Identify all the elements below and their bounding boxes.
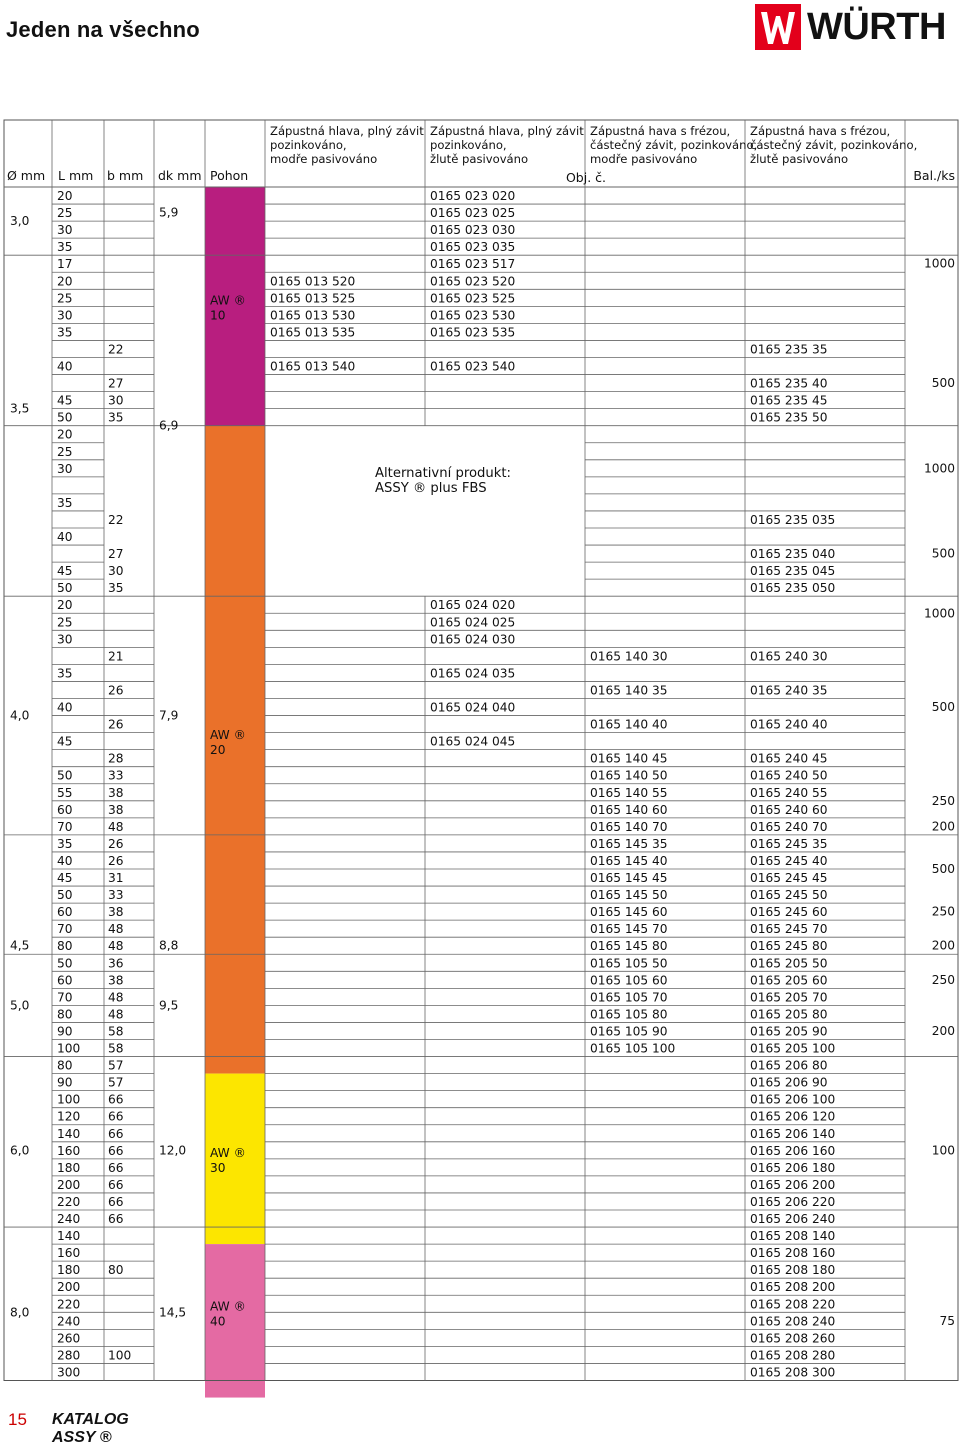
- cell-length: 240: [57, 1314, 81, 1329]
- order-number-c4: 0165 208 260: [750, 1331, 836, 1346]
- cell-length: 30: [57, 632, 73, 647]
- cell-thread: 66: [108, 1212, 124, 1226]
- cell-thread: 30: [108, 393, 124, 408]
- order-number-c4: 0165 206 120: [750, 1109, 836, 1124]
- cell-thread: 48: [108, 939, 124, 954]
- cell-length: 100: [57, 1041, 81, 1056]
- note-area: [265, 426, 585, 597]
- cell-thread: 31: [108, 871, 124, 885]
- drive-size: 20: [210, 743, 226, 758]
- col-header-col4: žlutě pasivováno: [750, 152, 849, 166]
- cell-length: 35: [57, 836, 73, 851]
- cell-thread: 26: [108, 717, 124, 732]
- cell-head-diameter: 14,5: [159, 1305, 187, 1320]
- cell-length: 140: [57, 1126, 81, 1141]
- cell-thread: 27: [108, 376, 124, 391]
- col-header-obj: Obj. č.: [565, 170, 606, 185]
- cell-pack-size: 500: [931, 376, 955, 391]
- cell-thread: 66: [108, 1194, 124, 1209]
- order-number-c4: 0165 240 50: [750, 768, 828, 783]
- order-number-c3: 0165 145 70: [590, 922, 668, 937]
- cell-length: 260: [57, 1331, 81, 1346]
- cell-length: 40: [57, 853, 73, 868]
- order-number-c3: 0165 145 80: [590, 939, 668, 954]
- order-number-c4: 0165 205 80: [750, 1007, 828, 1022]
- cell-length: 80: [57, 1007, 73, 1022]
- cell-pack-size: 200: [931, 938, 955, 953]
- cell-length: 30: [57, 223, 73, 238]
- cell-length: 55: [57, 785, 73, 800]
- order-number-c3: 0165 145 35: [590, 836, 668, 851]
- order-number-c4: 0165 245 35: [750, 836, 828, 851]
- cell-length: 20: [57, 189, 73, 203]
- cell-thread: 36: [108, 956, 124, 971]
- order-number-c4: 0165 206 90: [750, 1075, 828, 1090]
- order-number-c4: 0165 206 220: [750, 1194, 836, 1209]
- order-number-c3: 0165 140 35: [590, 683, 668, 698]
- order-number-c3: 0165 140 70: [590, 819, 668, 834]
- cell-thread: 80: [108, 1263, 124, 1278]
- cell-length: 35: [57, 666, 73, 681]
- cell-thread: 22: [108, 342, 124, 357]
- order-number-c4: 0165 235 035: [750, 512, 836, 527]
- cell-length: 60: [57, 973, 73, 988]
- col-header-col2: žlutě pasivováno: [430, 152, 529, 166]
- order-number-c3: 0165 105 50: [590, 956, 668, 971]
- order-number-c4: 0165 245 70: [750, 922, 828, 937]
- order-number-c4: 0165 206 80: [750, 1058, 828, 1073]
- cell-thread: 35: [108, 410, 124, 425]
- order-number-c3: 0165 140 30: [590, 649, 668, 664]
- order-number-c3: 0165 140 45: [590, 751, 668, 766]
- cell-thread: 66: [108, 1143, 124, 1158]
- cell-length: 220: [57, 1297, 81, 1312]
- order-number-c3: 0165 145 60: [590, 905, 668, 920]
- cell-pack-size: 250: [931, 793, 955, 808]
- cell-thread: 26: [108, 836, 124, 851]
- cell-pack-size: 500: [931, 546, 955, 561]
- col-header-col2: Zápustná hlava, plný závit: [430, 124, 584, 138]
- cell-thread: 58: [108, 1024, 124, 1039]
- col-header-d: Ø mm: [7, 168, 46, 183]
- order-number-c4: 0165 208 280: [750, 1348, 836, 1363]
- cell-length: 20: [57, 598, 73, 613]
- col-header-pohon: Pohon: [210, 168, 249, 183]
- cell-pack-size: 500: [931, 700, 955, 715]
- cell-head-diameter: 12,0: [159, 1143, 187, 1158]
- order-number-c4: 0165 206 160: [750, 1143, 836, 1158]
- cell-length: 40: [57, 530, 73, 544]
- alternative-product-note: ASSY ® plus FBS: [375, 481, 487, 497]
- order-number-c4: 0165 240 30: [750, 649, 828, 664]
- order-number-c2: 0165 023 540: [430, 359, 516, 374]
- order-number-c4: 0165 206 240: [750, 1212, 836, 1226]
- order-number-c4: 0165 208 140: [750, 1229, 836, 1244]
- cell-head-diameter: 5,9: [159, 205, 179, 220]
- order-number-c3: 0165 105 80: [590, 1007, 668, 1022]
- order-number-c2: 0165 023 520: [430, 274, 516, 289]
- order-number-c4: 0165 235 050: [750, 581, 836, 596]
- order-number-c3: 0165 145 50: [590, 888, 668, 903]
- order-number-c4: 0165 240 60: [750, 802, 828, 817]
- order-number-c4: 0165 245 60: [750, 905, 828, 920]
- cell-thread: 66: [108, 1092, 124, 1107]
- order-number-c2: 0165 023 535: [430, 325, 516, 340]
- order-number-c3: 0165 140 55: [590, 785, 668, 800]
- order-number-c3: 0165 140 60: [590, 802, 668, 817]
- order-number-c4: 0165 245 80: [750, 939, 828, 954]
- order-number-c2: 0165 024 035: [430, 666, 516, 681]
- cell-diameter: 3,5: [10, 401, 30, 416]
- cell-length: 30: [57, 461, 73, 476]
- cell-thread: 58: [108, 1041, 124, 1056]
- order-number-c4: 0165 235 040: [750, 547, 836, 562]
- cell-length: 45: [57, 393, 73, 408]
- cell-length: 60: [57, 905, 73, 920]
- cell-length: 50: [57, 888, 73, 903]
- col-header-col1: modře pasivováno: [270, 152, 378, 166]
- cell-length: 50: [57, 581, 73, 596]
- col-header-bal: Bal./ks: [913, 168, 955, 183]
- order-number-c2: 0165 024 030: [430, 632, 516, 647]
- order-number-c2: 0165 023 025: [430, 206, 516, 221]
- order-number-c4: 0165 208 180: [750, 1263, 836, 1278]
- order-number-c4: 0165 245 40: [750, 853, 828, 868]
- cell-pack-size: 200: [931, 819, 955, 834]
- cell-length: 25: [57, 615, 73, 630]
- order-number-c4: 0165 206 200: [750, 1177, 836, 1192]
- cell-thread: 100: [108, 1348, 132, 1363]
- order-number-c2: 0165 024 025: [430, 615, 516, 630]
- catalog-name: KATALOG ASSY ®: [52, 1411, 129, 1446]
- order-number-c2: 0165 023 517: [430, 257, 516, 272]
- cell-head-diameter: 7,9: [159, 708, 179, 723]
- cell-length: 90: [57, 1024, 73, 1039]
- cell-length: 300: [57, 1365, 81, 1380]
- cell-length: 45: [57, 564, 73, 579]
- cell-pack-size: 1000: [923, 606, 955, 621]
- cell-diameter: 3,0: [10, 214, 30, 229]
- cell-thread: 35: [108, 581, 124, 596]
- cell-length: 180: [57, 1160, 81, 1175]
- cell-length: 140: [57, 1229, 81, 1244]
- col-header-col1: Zápustná hlava, plný závit: [270, 124, 424, 138]
- cell-pack-size: 200: [931, 1023, 955, 1038]
- col-header-col3: modře pasivováno: [590, 152, 698, 166]
- cell-thread: 22: [108, 512, 124, 527]
- drive-size: 10: [210, 308, 226, 323]
- cell-length: 220: [57, 1194, 81, 1209]
- cell-thread: 38: [108, 973, 124, 988]
- cell-length: 100: [57, 1092, 81, 1107]
- order-number-c4: 0165 205 60: [750, 973, 828, 988]
- order-number-c4: 0165 240 40: [750, 717, 828, 732]
- page-title: Jeden na všechno: [6, 17, 200, 42]
- cell-pack-size: 1000: [923, 256, 955, 271]
- order-number-c4: 0165 240 55: [750, 785, 828, 800]
- order-number-c4: 0165 205 100: [750, 1041, 836, 1056]
- order-number-c4: 0165 205 50: [750, 956, 828, 971]
- cell-length: 25: [57, 291, 73, 306]
- cell-length: 180: [57, 1263, 81, 1278]
- cell-thread: 21: [108, 649, 124, 664]
- order-number-c4: 0165 235 45: [750, 393, 828, 408]
- order-number-c2: 0165 023 530: [430, 308, 516, 323]
- cell-thread: 48: [108, 990, 124, 1005]
- cell-length: 60: [57, 802, 73, 817]
- cell-diameter: 4,0: [10, 708, 30, 723]
- cell-length: 200: [57, 1280, 81, 1295]
- cell-head-diameter: 8,8: [159, 938, 179, 953]
- col-header-col3: částečný závit, pozinkováno,: [590, 138, 758, 152]
- order-number-c4: 0165 206 140: [750, 1126, 836, 1141]
- drive-label: AW ®: [210, 728, 246, 743]
- cell-pack-size: 250: [931, 972, 955, 987]
- alternative-product-note: Alternativní produkt:: [375, 466, 512, 482]
- cell-length: 50: [57, 956, 73, 971]
- order-number-c1: 0165 013 535: [270, 325, 356, 340]
- cell-diameter: 4,5: [10, 938, 30, 953]
- col-header-col2: pozinkováno,: [430, 138, 507, 152]
- order-number-c4: 0165 235 50: [750, 410, 828, 425]
- order-number-c4: 0165 206 100: [750, 1092, 836, 1107]
- order-number-c4: 0165 208 220: [750, 1297, 836, 1312]
- cell-length: 20: [57, 274, 73, 289]
- cell-thread: 33: [108, 888, 124, 903]
- order-number-c4: 0165 208 200: [750, 1280, 836, 1295]
- cell-pack-size: 1000: [923, 461, 955, 476]
- cell-thread: 66: [108, 1126, 124, 1141]
- order-number-c3: 0165 140 40: [590, 717, 668, 732]
- cell-length: 70: [57, 922, 73, 937]
- order-number-c4: 0165 245 50: [750, 888, 828, 903]
- cell-thread: 28: [108, 751, 124, 766]
- order-number-c4: 0165 208 240: [750, 1314, 836, 1329]
- cell-thread: 27: [108, 547, 124, 562]
- order-number-c3: 0165 105 70: [590, 990, 668, 1005]
- cell-length: 240: [57, 1212, 81, 1226]
- order-number-c1: 0165 013 540: [270, 359, 356, 374]
- order-number-c4: 0165 240 35: [750, 683, 828, 698]
- cell-head-diameter: 6,9: [159, 418, 179, 433]
- cell-length: 40: [57, 700, 73, 715]
- cell-thread: 48: [108, 819, 124, 834]
- order-number-c3: 0165 105 100: [590, 1041, 676, 1056]
- cell-pack-size: 100: [931, 1143, 955, 1158]
- order-number-c4: 0165 206 180: [750, 1160, 836, 1175]
- order-number-c2: 0165 023 525: [430, 291, 516, 306]
- col-header-b: b mm: [107, 168, 144, 183]
- cell-thread: 57: [108, 1058, 124, 1073]
- order-number-c4: 0165 240 45: [750, 751, 828, 766]
- order-number-c4: 0165 240 70: [750, 819, 828, 834]
- cell-thread: 30: [108, 564, 124, 579]
- order-number-c2: 0165 024 020: [430, 598, 516, 613]
- order-number-c1: 0165 013 520: [270, 274, 356, 289]
- cell-pack-size: 75: [939, 1313, 955, 1328]
- cell-length: 90: [57, 1075, 73, 1090]
- col-header-col3: Zápustná hava s frézou,: [590, 124, 731, 138]
- cell-thread: 66: [108, 1109, 124, 1124]
- cell-diameter: 6,0: [10, 1143, 30, 1158]
- order-number-c2: 0165 024 040: [430, 700, 516, 715]
- cell-length: 160: [57, 1143, 81, 1158]
- order-number-c3: 0165 105 90: [590, 1024, 668, 1039]
- cell-diameter: 5,0: [10, 998, 30, 1013]
- cell-length: 80: [57, 939, 73, 954]
- cell-length: 35: [57, 240, 73, 255]
- col-header-col4: Zápustná hava s frézou,: [750, 124, 891, 138]
- cell-length: 25: [57, 444, 73, 459]
- cell-thread: 48: [108, 922, 124, 937]
- col-header-l: L mm: [58, 168, 94, 183]
- cell-diameter: 8,0: [10, 1305, 30, 1320]
- drive-label: AW ®: [210, 1299, 246, 1314]
- order-number-c4: 0165 208 300: [750, 1365, 836, 1380]
- cell-thread: 48: [108, 1007, 124, 1022]
- page-number: 15: [8, 1410, 27, 1429]
- order-number-c4: 0165 235 35: [750, 342, 828, 357]
- cell-length: 45: [57, 871, 73, 885]
- cell-thread: 38: [108, 802, 124, 817]
- order-number-c4: 0165 208 160: [750, 1246, 836, 1261]
- order-number-c1: 0165 013 525: [270, 291, 356, 306]
- order-number-c2: 0165 024 045: [430, 734, 516, 749]
- cell-length: 50: [57, 410, 73, 425]
- cell-length: 30: [57, 308, 73, 323]
- col-header-dk: dk mm: [158, 168, 202, 183]
- cell-length: 25: [57, 206, 73, 221]
- order-number-c1: 0165 013 530: [270, 308, 356, 323]
- cell-thread: 33: [108, 768, 124, 783]
- order-number-c4: 0165 245 45: [750, 871, 828, 885]
- col-header-col4: částečný závit, pozinkováno,: [750, 138, 918, 152]
- drive-size: 40: [210, 1314, 226, 1329]
- cell-thread: 38: [108, 785, 124, 800]
- brand-wordmark: WÜRTH: [807, 6, 946, 48]
- order-number-c3: 0165 105 60: [590, 973, 668, 988]
- cell-length: 50: [57, 768, 73, 783]
- order-number-c2: 0165 023 035: [430, 240, 516, 255]
- cell-thread: 66: [108, 1160, 124, 1175]
- cell-pack-size: 500: [931, 862, 955, 876]
- drive-label: AW ®: [210, 1145, 246, 1160]
- col-header-col1: pozinkováno,: [270, 138, 347, 152]
- cell-length: 20: [57, 427, 73, 442]
- cell-length: 80: [57, 1058, 73, 1073]
- cell-length: 35: [57, 495, 73, 510]
- order-number-c4: 0165 235 045: [750, 564, 836, 579]
- cell-length: 17: [57, 257, 73, 272]
- order-number-c4: 0165 235 40: [750, 376, 828, 391]
- cell-length: 160: [57, 1246, 81, 1261]
- cell-length: 200: [57, 1177, 81, 1192]
- drive-label: AW ®: [210, 293, 246, 308]
- order-number-c3: 0165 145 40: [590, 853, 668, 868]
- cell-head-diameter: 9,5: [159, 998, 179, 1013]
- order-number-c4: 0165 205 90: [750, 1024, 828, 1039]
- order-number-c4: 0165 205 70: [750, 990, 828, 1005]
- order-number-c3: 0165 145 45: [590, 871, 668, 885]
- cell-length: 40: [57, 359, 73, 374]
- order-number-c3: 0165 140 50: [590, 768, 668, 783]
- cell-length: 280: [57, 1348, 81, 1363]
- cell-length: 45: [57, 734, 73, 749]
- cell-length: 35: [57, 325, 73, 340]
- order-number-c2: 0165 023 020: [430, 189, 516, 203]
- cell-thread: 57: [108, 1075, 124, 1090]
- cell-length: 70: [57, 819, 73, 834]
- drive-size: 30: [210, 1160, 226, 1175]
- cell-thread: 26: [108, 853, 124, 868]
- cell-thread: 38: [108, 905, 124, 920]
- cell-thread: 26: [108, 683, 124, 698]
- order-number-c2: 0165 023 030: [430, 223, 516, 238]
- cell-thread: 66: [108, 1177, 124, 1192]
- cell-length: 120: [57, 1109, 81, 1124]
- cell-length: 70: [57, 990, 73, 1005]
- cell-pack-size: 250: [931, 904, 955, 919]
